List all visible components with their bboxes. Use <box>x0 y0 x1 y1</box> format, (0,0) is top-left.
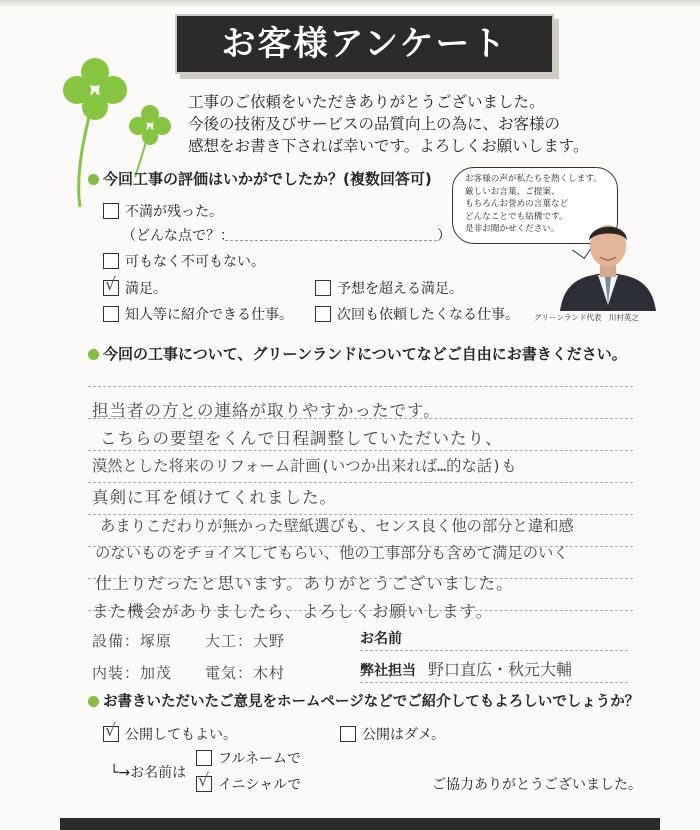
option-label: 可もなく不可もない。 <box>125 254 265 270</box>
checkbox-icon[interactable] <box>315 280 331 296</box>
checkbox-icon[interactable] <box>103 203 119 219</box>
comment-line: あまりこだわりが無かった壁紙選びも、センス良く他の部分と違和感 <box>100 517 574 535</box>
checkbox-icon[interactable] <box>103 306 119 322</box>
title-banner <box>175 14 554 74</box>
ruled-line <box>88 386 633 387</box>
staff-name: 大野 <box>253 632 286 650</box>
option-label: 予想を超える満足。 <box>337 281 463 297</box>
staff-name: 塚原 <box>140 632 173 650</box>
q2-heading <box>88 343 627 364</box>
option-label: 公開してもよい。 <box>125 727 237 743</box>
checkbox-icon[interactable] <box>315 306 331 322</box>
page-title: お客様アンケート <box>221 24 508 64</box>
bubble-line: 是非お聞かせください。 <box>465 224 560 235</box>
staff-name: 木村 <box>253 664 286 682</box>
check-mark: √ <box>198 771 209 791</box>
bubble-line: お客様の声が私たちを熱くします。 <box>465 174 602 184</box>
staff-label: 大工： <box>205 632 254 650</box>
checkbox-checked-icon[interactable] <box>196 771 212 792</box>
intro-line: 工事のご依頼をいただきありがとうございました。 <box>188 93 545 111</box>
thanks-text: ご協力ありがとうございました。 <box>432 777 642 793</box>
option-again[interactable] <box>315 304 519 324</box>
bubble-line: もちろんお誉めの言葉など <box>465 199 569 210</box>
option-label: 次回も依頼したくなる仕事。 <box>337 307 519 323</box>
option-satisfied[interactable] <box>103 275 167 298</box>
ruled-line <box>88 450 633 451</box>
bullet-icon <box>88 349 99 360</box>
staff-denki <box>205 662 285 683</box>
president-photo <box>558 213 658 311</box>
option-label: 満足。 <box>125 281 167 297</box>
staff-naisou <box>92 662 172 683</box>
comment-line: 仕上りだったと思います。ありがとうございました。 <box>95 574 514 593</box>
rep-names: 野口直広・秋元大輔 <box>428 660 573 679</box>
q1-heading <box>88 168 432 189</box>
option-neutral[interactable] <box>103 251 265 271</box>
intro-line: 感想をお書き下されば幸いです。よろしくお願いします。 <box>188 137 589 155</box>
ruled-line <box>88 482 633 483</box>
option-beyond[interactable] <box>315 278 463 298</box>
name-input-line[interactable] <box>360 650 628 651</box>
comment-line: また機会がありましたら、よろしくお願いします。 <box>92 602 494 621</box>
option-fullname[interactable] <box>196 748 301 768</box>
checkbox-icon[interactable] <box>196 750 212 766</box>
option-what-point <box>122 225 234 245</box>
option-dissatisfied[interactable] <box>103 201 223 221</box>
rep-line <box>360 682 628 683</box>
option-label: 知人等に紹介できる仕事。 <box>125 307 293 323</box>
name-label: お名前 <box>360 631 402 647</box>
paper-edge <box>0 0 700 8</box>
checkbox-icon[interactable] <box>103 253 119 269</box>
bullet-icon <box>88 174 99 185</box>
check-mark: √ <box>105 721 116 741</box>
q1-heading-text: 今回工事の評価はいかがでしたか？(複数回答可) <box>103 170 432 188</box>
option-label: 不満が残った。 <box>125 204 223 220</box>
staff-daiku <box>205 630 285 651</box>
bubble-line: 厳しいお言葉、ご提案、 <box>465 186 560 197</box>
checkbox-icon[interactable] <box>340 726 356 742</box>
option-private[interactable] <box>340 724 445 744</box>
staff-label: 電気： <box>205 664 254 682</box>
footer-bar <box>60 818 660 830</box>
option-public[interactable] <box>103 721 237 744</box>
intro-line: 今後の技術及びサービスの品質向上の為に、お客様の <box>188 115 561 133</box>
rep-label: 弊社担当 <box>360 663 416 679</box>
comment-line: 真剣に耳を傾けてくれました。 <box>92 488 337 507</box>
staff-setsubi <box>92 630 172 651</box>
comment-line: こちらの要望をくんで日程調整していただいたり、 <box>100 429 503 448</box>
president-caption: グリーンランド代表 川村英之 <box>534 313 639 322</box>
option-label: 公開はダメ。 <box>362 727 446 743</box>
bubble-line: どんなことでも結構です。 <box>465 211 568 222</box>
paren-close <box>437 225 451 245</box>
comment-line: 担当者の方との連絡が取りやすかったです。 <box>92 401 441 420</box>
q3-heading-text: お書きいただいたご意見をホームページなどでご紹介してもよろしいでしょうか？ <box>103 694 640 710</box>
option-initial[interactable] <box>196 771 302 794</box>
option-label: （どんな点で？： <box>122 228 234 244</box>
comment-line: のないものをチョイスしてもらい、他の工事部分も含めて満足のいく <box>95 544 569 562</box>
option-label: ） <box>437 228 451 244</box>
q3-heading <box>88 690 639 711</box>
staff-label: 内装： <box>92 664 141 682</box>
staff-label: 設備： <box>92 632 141 650</box>
check-mark: √ <box>105 275 116 295</box>
option-label: フルネームで <box>218 751 302 767</box>
write-in-line[interactable] <box>225 240 437 241</box>
intro-text <box>188 91 638 157</box>
q2-heading-text: 今回の工事について、グリーンランドについてなどご自由にお書きください。 <box>103 345 627 363</box>
comment-line: 漠然とした将来のリフォーム計画(いつか出来れば…的な話)も <box>92 457 517 475</box>
staff-name: 加茂 <box>140 664 173 682</box>
checkbox-checked-icon[interactable] <box>103 275 119 296</box>
name-choice-prefix: └→お名前は <box>110 765 187 781</box>
checkbox-checked-icon[interactable] <box>103 721 119 742</box>
option-label: イニシャルで <box>218 777 302 793</box>
option-recommend[interactable] <box>103 304 293 324</box>
bullet-icon <box>88 696 99 707</box>
